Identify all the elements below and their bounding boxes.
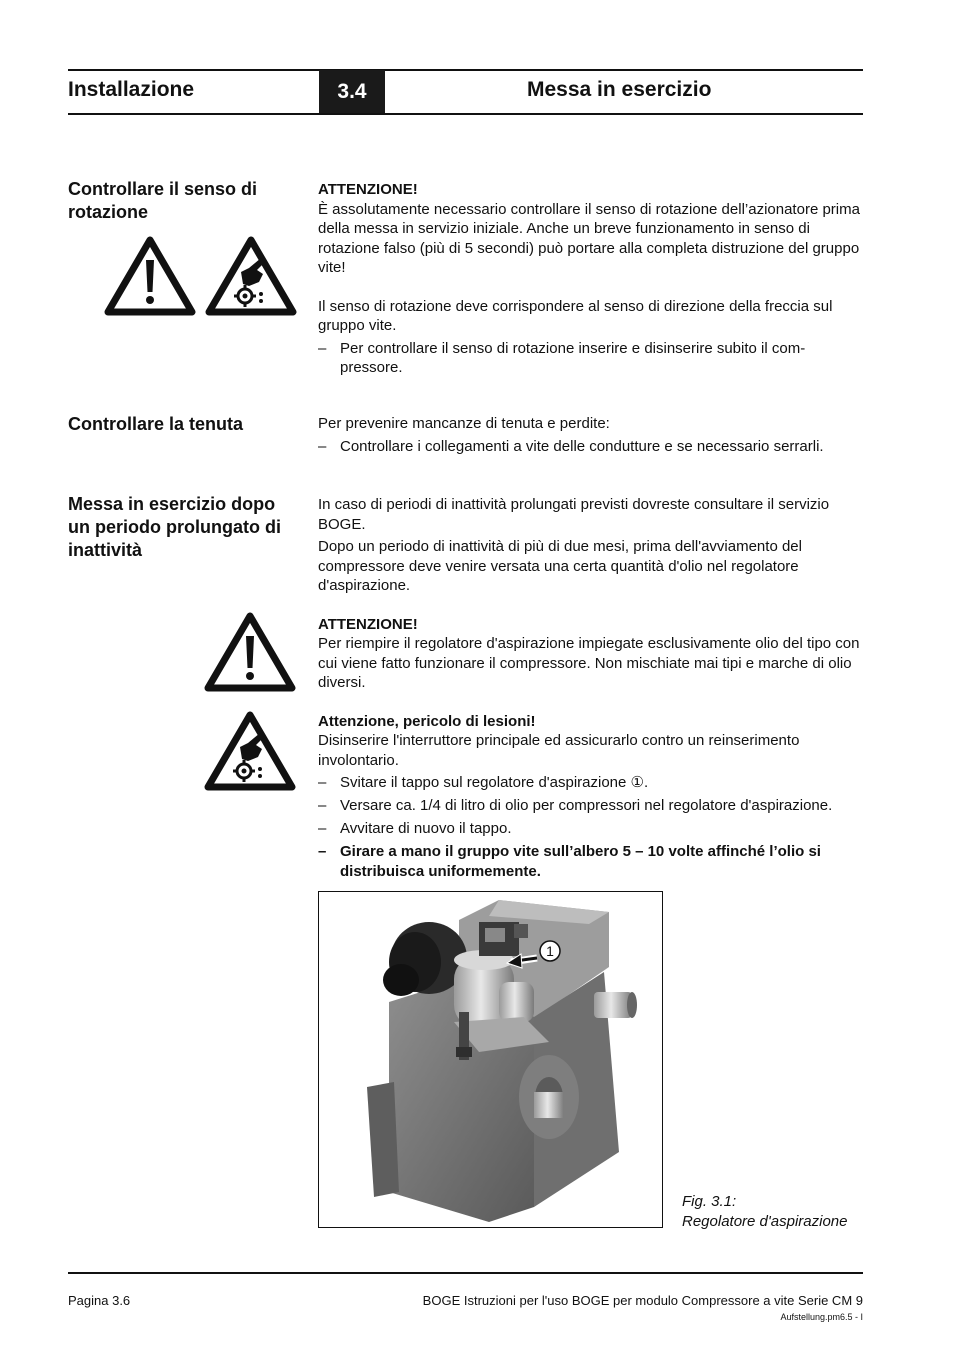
chapter-title: Installazione <box>68 78 195 101</box>
warning-exclamation-icon <box>104 236 196 316</box>
seal-body <box>318 414 866 460</box>
seal-intro: Per prevenire mancanze di tenuta e perdite: <box>318 415 610 432</box>
restart-paragraph-2: Dopo un periodo di inattività di più di due mesi, prima dell'avviamento del compressore deve venire versata una certa quantità d'olio nel regolatore d'aspirazione. <box>318 538 802 594</box>
restart-body <box>318 495 866 885</box>
restart-bullet-list <box>318 773 866 881</box>
warning-exclamation-icon <box>204 612 296 692</box>
rotation-attention-label: ATTENZIONE! <box>318 181 418 198</box>
section-number-badge: 3.4 <box>319 70 385 114</box>
list-item: – Svitare il tappo sul regolatore d'aspirazione ①. <box>318 773 866 793</box>
rotation-paragraph: Il senso di rotazione deve corrispondere al senso di direzione della freccia sul gruppo vite. <box>318 297 833 334</box>
list-item: – Controllare i collegamenti a vite delle condutture e se necessario serrarli. <box>318 437 866 457</box>
header-top-rule <box>68 69 863 71</box>
seal-heading: Controllare la tenuta <box>68 414 244 434</box>
figure-photo-frame <box>318 891 663 1228</box>
footer-rule <box>68 1272 863 1274</box>
rotation-heading: Controllare il senso di rotazione <box>68 179 258 222</box>
rotation-bullet-list <box>318 339 866 378</box>
rotation-body <box>318 180 866 381</box>
rotation-attention-text: È assolutamente necessario controllare il senso di rotazione dell’azionatore prima della messa in servizio iniziale. Anche un breve funzionamento in senso di rotazione falso (più di 5 secondi) può portare alla completa distruzione del gruppo vite! <box>318 200 860 276</box>
figure-caption <box>682 1192 847 1231</box>
hand-entanglement-warning-icon <box>205 236 297 316</box>
page-number: Pagina 3.6 <box>68 1293 131 1308</box>
header-bottom-rule <box>68 113 863 115</box>
file-reference: Aufstellung.pm6.5 - I <box>780 1312 863 1322</box>
figure-caption-title: Regolatore d'aspirazione <box>682 1212 848 1230</box>
list-item: – Avvitare di nuovo il tappo. <box>318 819 866 839</box>
hand-entanglement-warning-icon <box>204 711 296 791</box>
list-item: – Girare a mano il gruppo vite sull’albero 5 – 10 volte affinché l’olio si distribuisca uniformemente. <box>318 842 866 881</box>
danger-label: Attenzione, pericolo di lesioni! <box>318 712 536 730</box>
restart-heading: Messa in esercizio dopo un periodo prolungato di inattività <box>68 494 281 560</box>
danger-text: Disinserire l'interruttore principale ed assicurarlo contro un reinserimento involontario. <box>318 732 800 769</box>
section-title: Messa in esercizio <box>527 78 712 101</box>
manual-title: BOGE Istruzioni per l'uso BOGE per modulo Compressore a vite Serie CM 9 <box>422 1293 863 1308</box>
list-item: – Versare ca. 1/4 di litro di olio per compressori nel regolatore d'aspirazione. <box>318 796 866 816</box>
suction-regulator-photo <box>319 892 662 1227</box>
list-item: – Per controllare il senso di rotazione inserire e disinserire subito il com- pressore. <box>318 339 866 378</box>
restart-attention-text: Per riempire il regolatore d'aspirazione impiegate esclusivamente olio del tipo con cui viene fatto funzionare il compressore. Non mischiate mai tipi e marche di olio diversi. <box>318 635 860 691</box>
seal-bullet-list <box>318 437 866 457</box>
figure-callout-1: 1 <box>546 943 554 959</box>
restart-attention-label: ATTENZIONE! <box>318 615 418 633</box>
restart-paragraph-1: In caso di periodi di inattività prolungati previsti dovreste consultare il servizio BOGE. <box>318 496 830 533</box>
figure-caption-number: Fig. 3.1: <box>682 1193 737 1210</box>
